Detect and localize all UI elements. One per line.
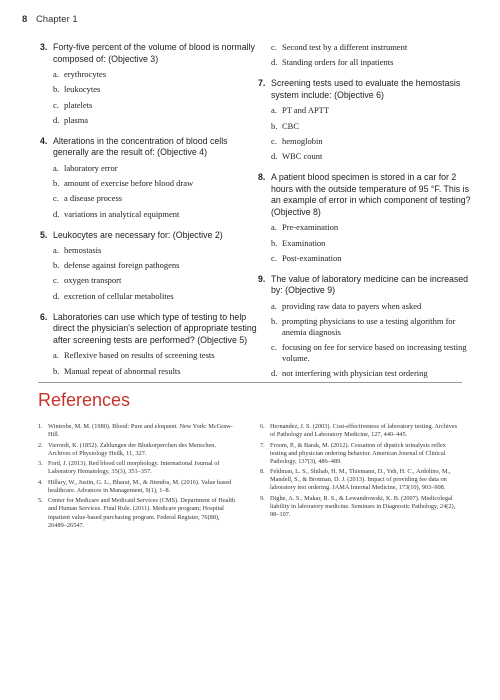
option-letter: a. [53, 69, 59, 80]
option-letter: c. [271, 252, 277, 263]
answer-option [258, 136, 476, 147]
option-letter: a. [53, 245, 59, 256]
answer-option [258, 342, 476, 364]
answer-option [40, 178, 258, 189]
reference-entry [260, 423, 458, 439]
answer-option [40, 163, 258, 174]
reference-number: 1. [38, 423, 43, 430]
option-text: WBC count [282, 150, 323, 161]
option-text: plasma [64, 114, 89, 125]
option-letter: c. [271, 135, 277, 146]
answer-option [258, 42, 476, 53]
question-stem [40, 42, 258, 65]
reference-number: 5. [38, 497, 43, 505]
reference-text: Hernandez, J. S. (2003). Cost-effectiveness of laboratory testing. Archives of Pathology and Laboratory Medicine, 127, 440–445. [270, 423, 458, 439]
reference-number: 8. [260, 468, 265, 476]
reference-entry [38, 497, 236, 529]
reference-entry [38, 442, 236, 458]
answer-option [40, 275, 258, 286]
option-letter: a. [271, 222, 277, 233]
reference-number: 7. [260, 441, 265, 449]
answer-option [258, 121, 476, 132]
question-item [258, 78, 476, 162]
question-number: 6. [40, 311, 48, 322]
option-letter: b. [271, 237, 278, 248]
section-divider [38, 382, 462, 383]
question-stem [40, 230, 258, 242]
reference-number: 6. [260, 423, 265, 430]
option-letter: a. [271, 300, 277, 311]
references-heading: References [38, 390, 131, 410]
option-letter: d. [271, 150, 278, 161]
answer-option [40, 245, 258, 256]
option-letter: b. [271, 120, 278, 131]
option-text: oxygen transport [64, 275, 122, 286]
option-letter: a. [271, 105, 277, 116]
question-number: 9. [258, 273, 266, 284]
question-stem [40, 136, 258, 159]
option-text: Reflexive based on results of screening tests [64, 350, 215, 361]
answer-option [40, 193, 258, 204]
question-item [258, 274, 476, 380]
option-letter: b. [53, 260, 60, 271]
answer-option [40, 209, 258, 220]
reference-text: Wintrobe, M. M. (1980). Blood: Pure and eloquent. New York: McGraw-Hill. [48, 423, 233, 439]
option-letter: b. [53, 365, 60, 376]
page-header [22, 14, 78, 25]
option-text: variations in analytical equipment [64, 208, 180, 219]
question-number: 8. [258, 171, 266, 182]
answer-option [40, 291, 258, 302]
option-text: erythrocytes [64, 69, 107, 80]
right-question-column [258, 42, 476, 389]
question-stem [258, 172, 476, 218]
answer-option [258, 151, 476, 162]
option-text: platelets [64, 99, 93, 110]
reference-text: Froom, P., & Barak, M. (2012). Cessation of dipstick urinalysis reflex testing and physician ordering behavior. American Journal of Clinical Pathology, 137(3), 486–489. [270, 441, 446, 465]
option-letter: a. [53, 350, 59, 361]
reference-entry [260, 468, 458, 492]
question-item [40, 312, 258, 377]
question-stem [40, 312, 258, 347]
option-text: Post-examination [282, 252, 342, 263]
question-text: Forty-five percent of the volume of blood is normally composed of: (Objective 3) [53, 42, 255, 64]
option-text: excretion of cellular metabolites [64, 290, 174, 301]
continued-options [258, 42, 476, 68]
option-letter: c. [53, 99, 59, 110]
question-number: 3. [40, 42, 48, 52]
option-letter: b. [53, 178, 60, 189]
reference-entry [38, 423, 236, 439]
option-letter: d. [53, 114, 60, 125]
answer-option [258, 238, 476, 249]
option-text: amount of exercise before blood draw [64, 178, 194, 189]
reference-number: 9. [260, 494, 265, 502]
answer-option [40, 100, 258, 111]
option-text: providing raw data to payers when asked [282, 300, 422, 311]
reference-entry [38, 460, 236, 476]
question-text: A patient blood specimen is stored in a car for 2 hours with the outside temperature of 95 °F. This is an example of error in which component of testing? (Objective 8) [271, 171, 471, 217]
reference-number: 3. [38, 460, 43, 468]
question-stem [258, 78, 476, 101]
reference-number: 4. [38, 478, 43, 486]
reference-text: Vierordt, K. (1852). Zahlungen der Blutkorperchen des Menschen. Archives of Physiology Heilk, 11, 327. [48, 441, 217, 457]
reference-number: 2. [38, 441, 43, 449]
answer-option [258, 57, 476, 68]
option-letter: b. [53, 84, 60, 95]
option-text: leukocytes [64, 84, 101, 95]
option-text: Manual repeat of abnormal results [64, 365, 181, 376]
answer-option [258, 316, 476, 338]
page-number: 8 [22, 14, 28, 25]
answer-option [258, 253, 476, 264]
option-letter: a. [53, 162, 59, 173]
chapter-label: Chapter 1 [35, 14, 78, 25]
answer-option [40, 366, 258, 377]
answer-option [40, 350, 258, 361]
answer-option [40, 115, 258, 126]
answer-option [258, 105, 476, 116]
question-number: 4. [40, 135, 48, 146]
option-text: CBC [282, 120, 300, 131]
answer-option [258, 222, 476, 233]
option-text: PT and APTT [282, 105, 330, 116]
reference-entry [38, 479, 236, 495]
option-text: Pre-examination [282, 222, 339, 233]
option-text: focusing on fee for service based on increasing testing volume. [282, 342, 467, 364]
answer-option [258, 368, 476, 379]
question-item [40, 136, 258, 220]
option-text: prompting physicians to use a testing algorithm for anemia diagnosis [282, 316, 456, 338]
question-number: 5. [40, 229, 48, 240]
answer-option [258, 301, 476, 312]
reference-text: Hillary, W., Justin, G. L., Bharat, M., & Jitendra, M. (2016). Value based healthcare. Advances in Management, 9(1), 1–8. [48, 478, 232, 494]
reference-text: Ford, J. (2013). Red blood cell morphology. International Journal of Laboratory Hematology, 35(3), 351–357. [48, 460, 220, 476]
reference-entry [260, 495, 458, 519]
question-text: Screening tests used to evaluate the hemostasis system include: (Objective 6) [271, 78, 461, 100]
option-text: hemostasis [64, 245, 102, 256]
answer-option [40, 260, 258, 271]
reference-entry [260, 442, 458, 466]
reference-text: Dighe, A. S., Makar, R. S., & Lewandrowski, K. B. (2007). Medicolegal liability in laboratory medicine. Seminars in Diagnostic Pathology, 24(2), 98–107. [270, 494, 456, 519]
question-item [258, 172, 476, 264]
option-text: hemoglobin [282, 135, 323, 146]
references-left-column [38, 423, 236, 532]
option-text: a disease process [64, 193, 123, 204]
option-letter: c. [271, 342, 277, 353]
question-text: Leukocytes are necessary for: (Objective 2) [53, 229, 223, 240]
option-text: Examination [282, 237, 326, 248]
option-letter: c. [53, 193, 59, 204]
option-letter: c. [271, 42, 277, 52]
reference-text: Center for Medicare and Medicaid Services (CMS). Department of Health and Human Services. Final Rule. (2011). Medicare program; Hospital inpatient value-based purchasing program. Federal Register, 76(88), 26489–26547. [48, 497, 236, 529]
question-stem [258, 274, 476, 297]
option-text: not interfering with physician test ordering [282, 368, 428, 379]
question-number: 7. [258, 78, 266, 89]
option-letter: b. [271, 316, 278, 327]
option-text: laboratory error [64, 162, 118, 173]
option-letter: d. [271, 368, 278, 379]
option-letter: d. [53, 290, 60, 301]
question-text: Alterations in the concentration of blood cells generally are the result of: (Objective 4) [53, 135, 228, 158]
option-text: defense against foreign pathogens [64, 260, 180, 271]
references-right-column [260, 423, 458, 522]
option-letter: d. [271, 57, 278, 68]
question-item [40, 230, 258, 302]
answer-option [40, 84, 258, 95]
option-letter: c. [53, 275, 59, 286]
option-letter: d. [53, 208, 60, 219]
option-text: Second test by a different instrument [282, 42, 408, 52]
option-text: Standing orders for all inpatients [282, 57, 394, 68]
answer-option [40, 69, 258, 80]
question-text: The value of laboratory medicine can be increased by: (Objective 9) [271, 273, 469, 296]
reference-text: Feldman, L. S., Shihab, H. M., Thiemann, D., Yeh, H. C., Ardolino, M., Mandell, S., & Brotman, D. J. (2013). Impact of providing fee data on laboratory test ordering. JAMA Internal Medicine, 173(10), 903–908. [270, 468, 451, 492]
question-text: Laboratories can use which type of testing to help direct the physician's selection of appropriate testing after screening tests are performed? (Objective 5) [53, 311, 257, 345]
question-item [40, 42, 258, 126]
left-question-column [40, 42, 258, 387]
